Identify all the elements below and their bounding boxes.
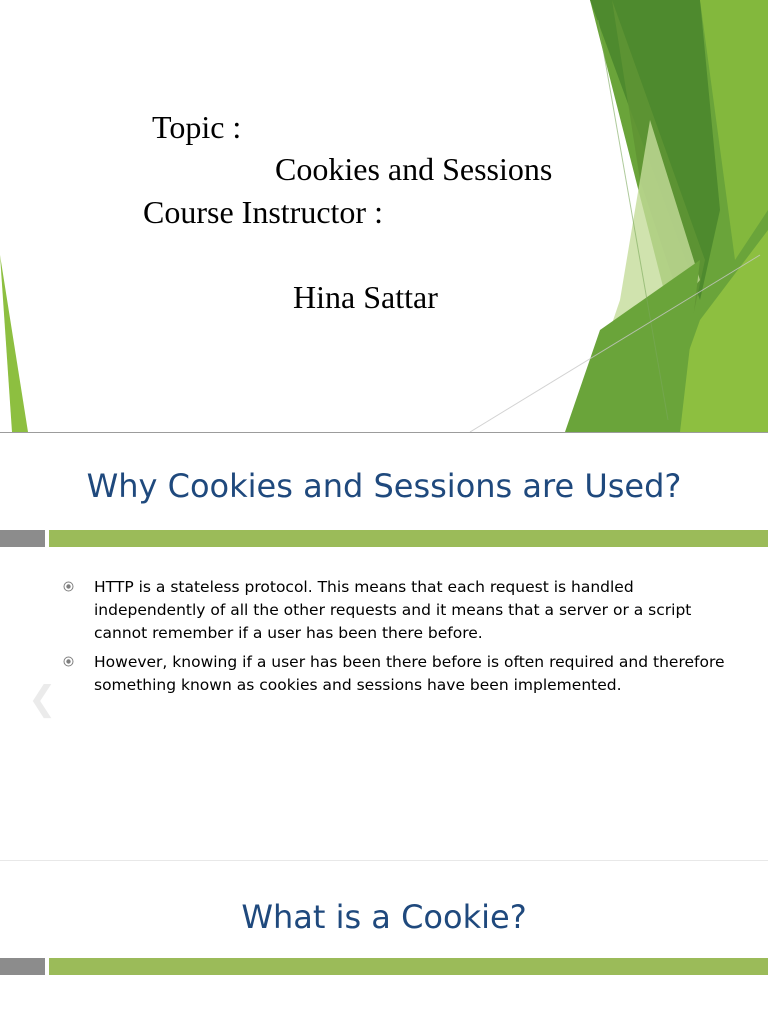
title-bar-green (49, 958, 768, 975)
title-bar-gray (0, 530, 45, 547)
topic-value: Cookies and Sessions (275, 151, 553, 187)
green-decoration (0, 0, 768, 432)
what-is-cookie-slide (0, 861, 768, 1024)
title-bar-green (49, 530, 768, 547)
circle-bullet-icon (62, 580, 75, 593)
slide-divider (0, 432, 768, 433)
instructor-name: Hina Sattar (293, 279, 438, 315)
slide-title: Why Cookies and Sessions are Used? (86, 467, 682, 505)
instructor-label: Course Instructor : (143, 194, 383, 230)
bullet-item (60, 576, 740, 645)
bullet-text: HTTP is a stateless protocol. This means that each request is handled independently of all the other requests and it means that a server or a script cannot remember if a user has been there before. (94, 578, 692, 642)
chevron-left-icon[interactable]: ❮ (28, 679, 57, 719)
bullet-text: However, knowing if a user has been there before is often required and therefore something known as cookies and sessions have been implemented. (94, 653, 725, 694)
title-bar-gray (0, 958, 45, 975)
bullet-item (60, 651, 740, 697)
circle-bullet-icon (62, 655, 75, 668)
title-slide (0, 0, 768, 432)
why-cookies-slide (0, 434, 768, 859)
bullet-list (60, 576, 740, 703)
slide-title: What is a Cookie? (241, 898, 527, 936)
topic-label: Topic : (152, 109, 242, 145)
